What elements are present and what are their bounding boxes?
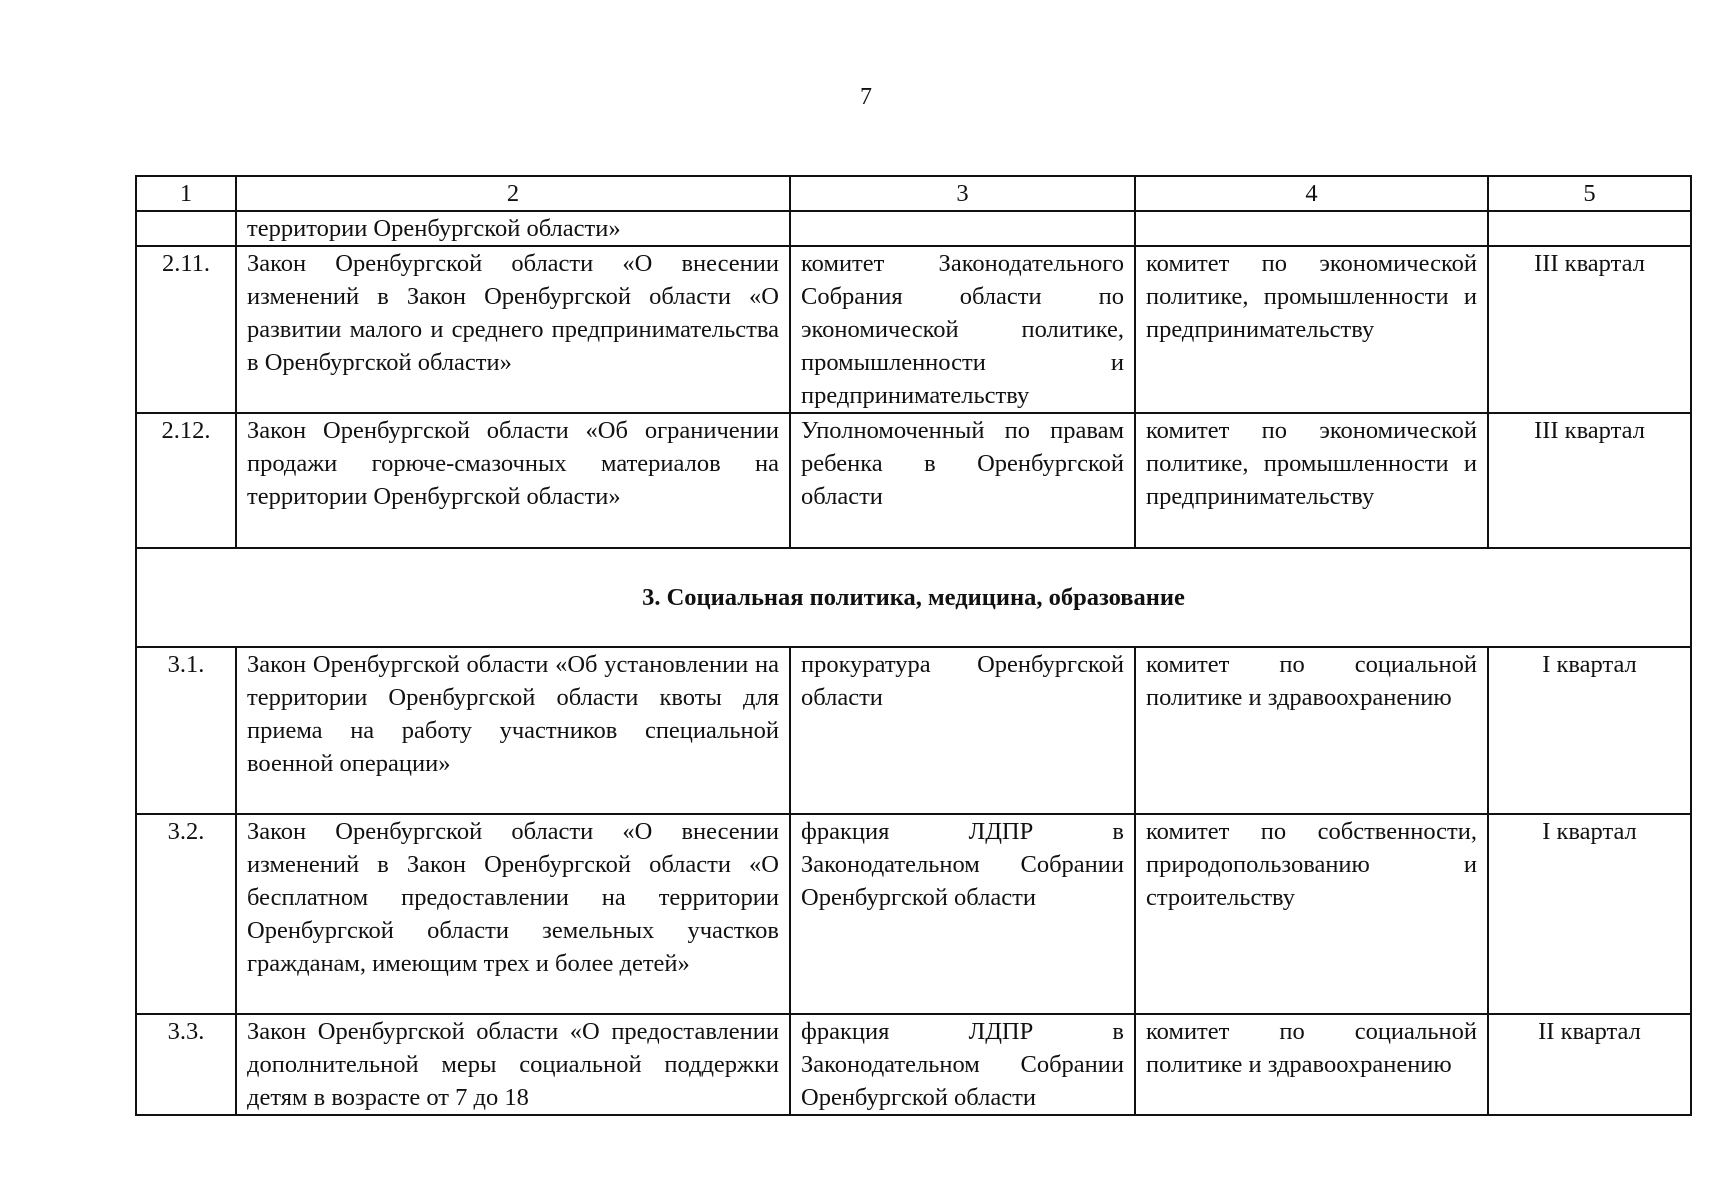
responsible-committee: комитет по собственности, природопользованию и строительству [1135, 814, 1488, 1014]
row-number [136, 211, 236, 246]
table-row [136, 211, 1691, 246]
term: III квартал [1488, 413, 1691, 548]
law-title: территории Оренбургской области» [236, 211, 790, 246]
law-title: Закон Оренбургской области «О внесении изменений в Закон Оренбургской области «О бесплатном предоставлении на территории Оренбургской области земельных участков гражданам, имеющим трех и более детей» [236, 814, 790, 1014]
initiator: Уполномоченный по правам ребенка в Оренбургской области [790, 413, 1135, 548]
table-row [136, 814, 1691, 1014]
row-number: 3.3. [136, 1014, 236, 1115]
column-header-3: 3 [790, 176, 1135, 211]
table-header-row [136, 176, 1691, 211]
table-row [136, 246, 1691, 413]
column-header-2: 2 [236, 176, 790, 211]
term: III квартал [1488, 246, 1691, 413]
column-header-4: 4 [1135, 176, 1488, 211]
table-row [136, 647, 1691, 814]
page-number: 7 [860, 84, 872, 110]
term: I квартал [1488, 647, 1691, 814]
section-heading: 3. Социальная политика, медицина, образование [136, 548, 1691, 647]
law-title: Закон Оренбургской области «О внесении изменений в Закон Оренбургской области «О развитии малого и среднего предпринимательства в Оренбургской области» [236, 246, 790, 413]
law-title: Закон Оренбургской области «Об ограничении продажи горюче-смазочных материалов на территории Оренбургской области» [236, 413, 790, 548]
column-header-5: 5 [1488, 176, 1691, 211]
row-number: 3.2. [136, 814, 236, 1014]
table-row [136, 1014, 1691, 1115]
responsible-committee [1135, 211, 1488, 246]
term [1488, 211, 1691, 246]
table-row [136, 413, 1691, 548]
law-title: Закон Оренбургской области «Об установлении на территории Оренбургской области квоты для приема на работу участников специальной военной операции» [236, 647, 790, 814]
initiator [790, 211, 1135, 246]
initiator: фракция ЛДПР в Законодательном Собрании Оренбургской области [790, 1014, 1135, 1115]
row-number: 3.1. [136, 647, 236, 814]
row-number: 2.11. [136, 246, 236, 413]
responsible-committee: комитет по социальной политике и здравоохранению [1135, 647, 1488, 814]
initiator: комитет Законодательного Собрания области по экономической политике, промышленности и предпринимательству [790, 246, 1135, 413]
responsible-committee: комитет по социальной политике и здравоохранению [1135, 1014, 1488, 1115]
legislative-plan-table [135, 175, 1692, 1116]
responsible-committee: комитет по экономической политике, промышленности и предпринимательству [1135, 413, 1488, 548]
initiator: прокуратура Оренбургской области [790, 647, 1135, 814]
term: I квартал [1488, 814, 1691, 1014]
section-heading-row [136, 548, 1691, 647]
responsible-committee: комитет по экономической политике, промышленности и предпринимательству [1135, 246, 1488, 413]
initiator: фракция ЛДПР в Законодательном Собрании Оренбургской области [790, 814, 1135, 1014]
row-number: 2.12. [136, 413, 236, 548]
column-header-1: 1 [136, 176, 236, 211]
term: II квартал [1488, 1014, 1691, 1115]
law-title: Закон Оренбургской области «О предоставлении дополнительной меры социальной поддержки детям в возрасте от 7 до 18 [236, 1014, 790, 1115]
